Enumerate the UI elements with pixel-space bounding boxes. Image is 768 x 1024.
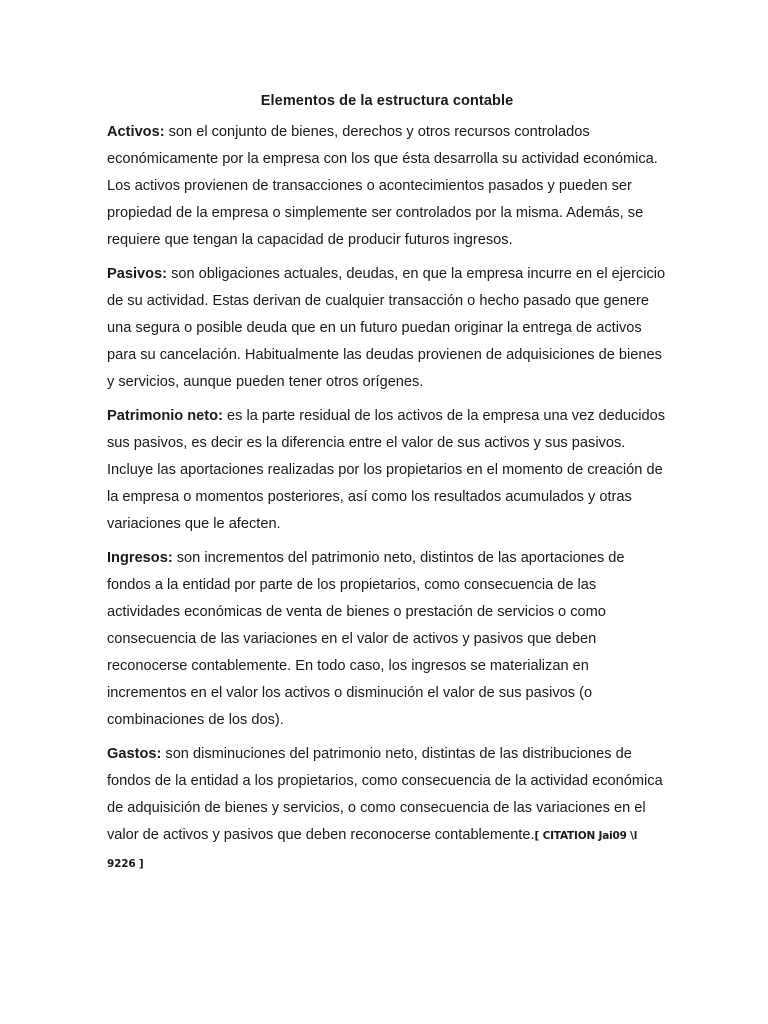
paragraph-gastos [107,741,667,878]
term-gastos: Gastos: [107,746,162,762]
definition-gastos: son disminuciones del patrimonio neto, distintas de las distribuciones de fondos de la entidad a los propietarios, como consecuencia de la actividad económica de adquisición de bienes y servicios, o como consecuencia de las variaciones en el valor de activos y pasivos que deben reconocerse contablemente. [107,746,663,843]
document-page [107,88,667,885]
definition-ingresos: son incrementos del patrimonio neto, distintos de las aportaciones de fondos a la entidad por parte de los propietarios, como consecuencia de las actividades económicas de venta de bienes o prestación de servicios o como consecuencia de las variaciones en el valor de activos y pasivos que deben reconocerse contablemente. En todo caso, los ingresos se materializan en incrementos en el valor los activos o disminución el valor de sus pasivos (o combinaciones de los dos). [107,550,625,728]
term-pasivos: Pasivos: [107,266,168,282]
paragraph-activos [107,119,667,254]
citation-field: [ CITATION Jai09 \l 9226 ] [107,830,638,870]
document-title: Elementos de la estructura contable [260,93,514,109]
term-ingresos: Ingresos: [107,550,173,566]
paragraph-pasivos [107,261,667,396]
paragraph-patrimonio-neto [107,403,667,538]
paragraph-ingresos [107,545,667,734]
definition-pasivos: son obligaciones actuales, deudas, en que la empresa incurre en el ejercicio de su actividad. Estas derivan de cualquier transacción o hecho pasado que genere una segura o posible deuda que en un futuro puedan originar la entrega de activos para su cancelación. Habitualmente las deudas provienen de adquisiciones de bienes y servicios, aunque pueden tener otros orígenes. [107,266,666,390]
definition-activos: son el conjunto de bienes, derechos y otros recursos controlados económicamente por la empresa con los que ésta desarrolla su actividad económica. Los activos provienen de transacciones o acontecimientos pasados y pueden ser propiedad de la empresa o simplemente ser controlados por la misma. Además, se requiere que tengan la capacidad de producir futuros ingresos. [107,124,658,248]
definition-patrimonio-neto: es la parte residual de los activos de la empresa una vez deducidos sus pasivos, es decir es la diferencia entre el valor de sus activos y sus pasivos. Incluye las aportaciones realizadas por los propietarios en el momento de creación de la empresa o momentos posteriores, así como los resultados acumulados y otras variaciones que le afecten. [107,408,666,532]
term-patrimonio-neto: Patrimonio neto: [107,408,223,424]
term-activos: Activos: [107,124,165,140]
